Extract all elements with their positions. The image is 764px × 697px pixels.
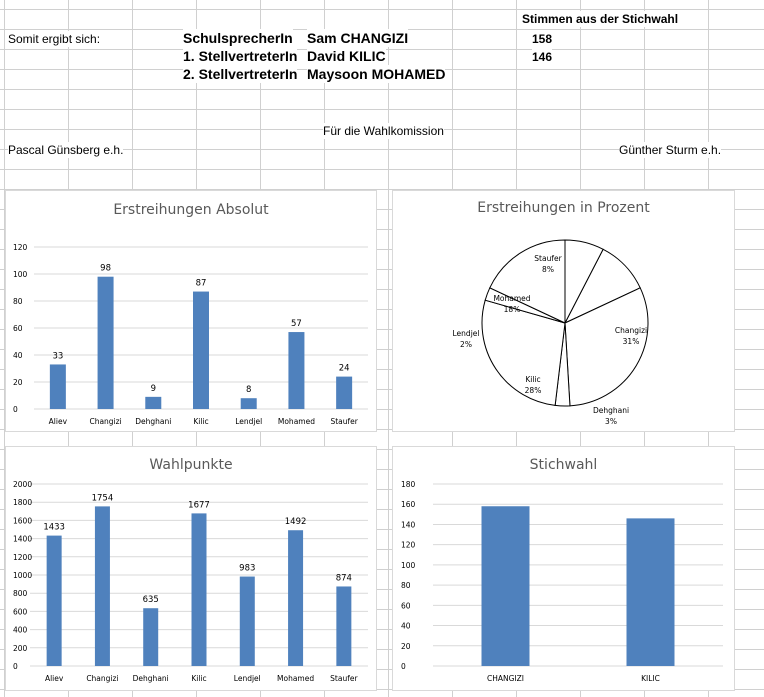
y-tick-label: 40: [401, 621, 411, 631]
x-tick-label: Dehghani: [132, 674, 169, 683]
y-tick-label: 1000: [13, 571, 33, 580]
data-label: 87: [195, 278, 207, 289]
x-tick-label: Kilic: [193, 417, 209, 426]
bar: [192, 513, 207, 666]
x-tick-label: Aliev: [48, 417, 68, 426]
x-tick-label: Dehghani: [135, 417, 172, 426]
x-tick-label: Changizi: [89, 417, 122, 426]
slice-percent-label: 31%: [622, 337, 640, 346]
chart-erstreihungen-absolut[interactable]: [5, 190, 377, 432]
data-label: 9: [150, 383, 156, 394]
bar: [336, 586, 351, 666]
bar: [336, 377, 352, 409]
slice-percent-label: 2%: [460, 340, 472, 349]
y-tick-label: 80: [401, 581, 411, 591]
bar: [145, 397, 161, 409]
chart-title: Erstreihungen in Prozent: [477, 200, 650, 216]
data-label: 1433: [43, 522, 65, 533]
bar: [627, 518, 675, 666]
y-tick-label: 100: [401, 560, 416, 570]
data-label: 24: [338, 363, 350, 374]
role-2: 1. StellvertreterIn: [183, 48, 298, 64]
chart-wahlpunkte[interactable]: [5, 446, 377, 691]
slice-name-label: Changizi: [614, 326, 648, 335]
name-3: Maysoon MOHAMED: [307, 66, 446, 82]
bar: [193, 292, 209, 409]
slice-name-label: Dehghani: [592, 406, 630, 415]
x-tick-label: CHANGIZI: [487, 674, 524, 683]
x-tick-label: Staufer: [330, 674, 358, 683]
data-label: 98: [100, 263, 111, 274]
y-tick-label: 120: [401, 540, 416, 550]
y-tick-label: 160: [401, 500, 416, 510]
data-label: 33: [52, 351, 64, 362]
signature-left: Pascal Günsberg e.h.: [8, 143, 124, 157]
bar: [95, 506, 110, 666]
komission-label: Für die Wahlkomission: [323, 124, 444, 138]
y-tick-label: 100: [13, 270, 28, 279]
x-tick-label: Kilic: [191, 674, 207, 683]
role-1: SchulsprecherIn: [183, 30, 293, 46]
x-tick-label: Aliev: [44, 674, 64, 683]
y-tick-label: 80: [13, 297, 23, 306]
data-label: 8: [246, 385, 252, 396]
chart-stichwahl[interactable]: [392, 446, 735, 691]
y-tick-label: 0: [13, 405, 18, 414]
y-tick-label: 200: [13, 643, 28, 653]
y-tick-label: 180: [401, 480, 416, 489]
stimmen-header: Stimmen aus der Stichwahl: [522, 12, 679, 26]
role-3: 2. StellvertreterIn: [183, 66, 298, 82]
chart-title: Stichwahl: [529, 457, 598, 473]
votes-1: 158: [532, 32, 553, 46]
x-tick-label: Mohamed: [277, 674, 315, 683]
votes-2: 146: [532, 50, 553, 64]
slice-name-label: Lendjel: [452, 329, 480, 338]
y-tick-label: 60: [13, 324, 23, 333]
x-tick-label: KILIC: [641, 674, 660, 683]
y-tick-label: 120: [13, 243, 28, 252]
bar: [47, 536, 62, 666]
x-tick-label: Changizi: [86, 674, 119, 683]
slice-name-label: Kilic: [525, 375, 541, 384]
x-tick-label: Lendjel: [235, 417, 263, 426]
y-tick-label: 40: [13, 351, 23, 360]
x-tick-label: Staufer: [330, 417, 358, 426]
y-tick-label: 20: [401, 641, 411, 651]
y-tick-label: 600: [13, 607, 28, 617]
bar: [50, 364, 66, 409]
signature-right: Günther Sturm e.h.: [619, 143, 722, 157]
bar: [482, 506, 530, 666]
data-label: 57: [291, 319, 302, 330]
bar: [288, 332, 304, 409]
name-2: David KILIC: [307, 48, 386, 64]
y-tick-label: 800: [13, 589, 28, 599]
chart-erstreihungen-prozent[interactable]: [392, 190, 735, 432]
x-tick-label: Lendjel: [233, 674, 261, 683]
somit-label: Somit ergibt sich:: [8, 32, 101, 46]
data-label: 635: [142, 595, 159, 606]
y-tick-label: 140: [401, 520, 416, 530]
data-label: 1677: [188, 500, 210, 511]
data-label: 983: [239, 563, 256, 574]
y-tick-label: 20: [13, 378, 23, 387]
y-tick-label: 60: [401, 601, 411, 611]
bar: [143, 608, 158, 666]
bar: [98, 277, 114, 409]
y-tick-label: 0: [401, 662, 406, 671]
y-tick-label: 0: [13, 662, 18, 671]
y-tick-label: 1400: [13, 534, 33, 544]
name-1: Sam CHANGIZI: [307, 30, 409, 46]
bar: [288, 530, 303, 666]
y-tick-label: 2000: [13, 480, 33, 489]
y-tick-label: 400: [13, 625, 28, 635]
chart-title: Wahlpunkte: [149, 457, 233, 473]
data-label: 874: [335, 573, 352, 584]
slice-name-label: Staufer: [534, 254, 562, 263]
bar: [240, 577, 255, 666]
slice-name-label: Mohamed: [493, 294, 531, 303]
x-tick-label: Mohamed: [277, 417, 315, 426]
y-tick-label: 1800: [13, 498, 33, 508]
slice-percent-label: 18%: [503, 305, 521, 314]
y-tick-label: 1200: [13, 552, 33, 562]
slice-percent-label: 8%: [542, 265, 554, 274]
y-tick-label: 1600: [13, 516, 33, 526]
chart-title: Erstreihungen Absolut: [113, 202, 269, 218]
slice-percent-label: 28%: [524, 386, 542, 395]
data-label: 1492: [284, 517, 307, 528]
slice-percent-label: 3%: [605, 417, 617, 426]
data-label: 1754: [91, 493, 114, 504]
bar: [241, 398, 257, 409]
